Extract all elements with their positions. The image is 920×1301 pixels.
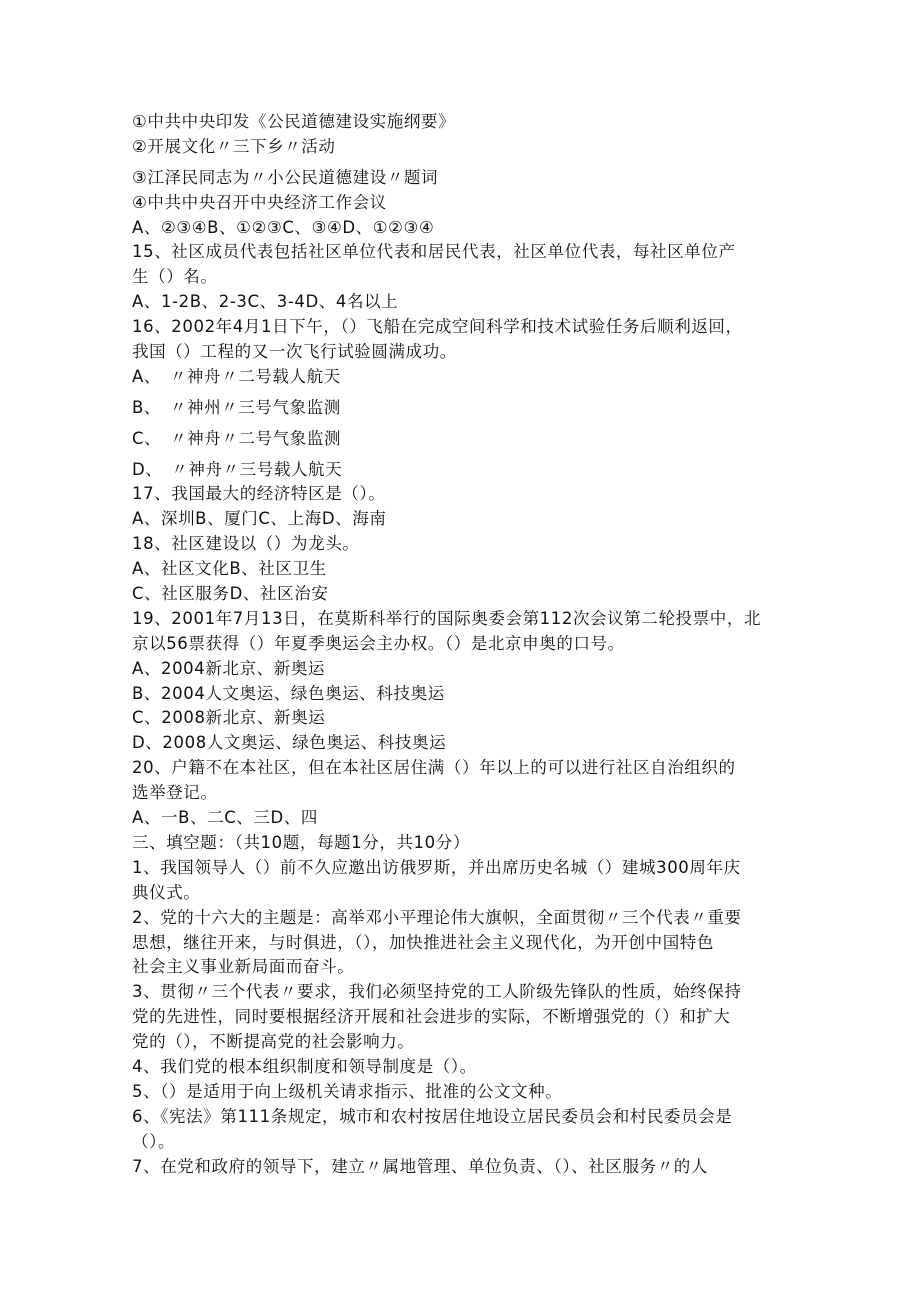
text-line: D、2008人文奥运、绿色奥运、科技奥运 xyxy=(132,733,447,753)
text-line: 社会主义事业新局面而奋斗。 xyxy=(132,957,355,977)
text-line: 思想，继往开来，与时俱进，（），加快推进社会主义现代化，为开创中国特色 xyxy=(132,932,714,952)
text-line: B、2004人文奥运、绿色奥运、科技奥运 xyxy=(132,683,445,703)
text-line: 17、我国最大的经济特区是（）。 xyxy=(132,484,386,504)
text-line: 20、户籍不在本社区，但在本社区居住满（）年以上的可以进行社区自治组织的 xyxy=(132,758,736,778)
text-line: A、深圳B、厦门C、上海D、海南 xyxy=(132,509,387,529)
text-line: 16、2002年4月1日下午，（）飞船在完成空间科学和技术试验任务后顺利返回， xyxy=(132,317,743,337)
text-line: 党的（），不断提高党的社会影响力。 xyxy=(132,1032,415,1052)
text-line: A、②③④B、①②③C、③④D、①②③④ xyxy=(132,217,435,237)
text-line: C、社区服务D、社区治安 xyxy=(132,584,329,604)
text-line: 4、我们党的根本组织制度和领导制度是（）。 xyxy=(132,1056,477,1076)
text-line: 6、《宪法》第111条规定，城市和农村按居住地设立居民委员会和村民委员会是 xyxy=(132,1106,733,1126)
text-line: C、2008新北京、新奥运 xyxy=(132,708,326,728)
text-line: A、一B、二C、三D、四 xyxy=(132,808,319,828)
text-line: 三、填空题：（共10题，每题1分，共10分） xyxy=(132,832,470,852)
text-line: A、 〃神舟〃二号载人航天 xyxy=(132,366,341,386)
text-line: 选举登记。 xyxy=(132,783,218,803)
text-line: ④中共中央召开中央经济工作会议 xyxy=(132,192,387,212)
text-line: 19、2001年7月13日，在莫斯科举行的国际奥委会第112次会议第二轮投票中，北 xyxy=(132,608,762,628)
text-line: 1、我国领导人（）前不久应邀出访俄罗斯，并出席历史名城（）建城300周年庆 xyxy=(132,857,741,877)
text-line: 7、在党和政府的领导下，建立〃属地管理、单位负责、（）、社区服务〃的人 xyxy=(132,1156,708,1176)
text-line: 5、（）是适用于向上级机关请求指示、批准的公文文种。 xyxy=(132,1081,563,1101)
text-line: （）。 xyxy=(132,1131,176,1151)
text-line: 生（）名。 xyxy=(132,267,218,287)
text-line: 3、贯彻〃三个代表〃要求，我们必须坚持党的工人阶级先锋队的性质，始终保持 xyxy=(132,982,742,1002)
text-line: A、2004新北京、新奥运 xyxy=(132,658,326,678)
text-line: ①中共中央印发《公民道德建设实施纲要》 xyxy=(132,112,456,131)
text-line: 2、党的十六大的主题是：高举邓小平理论伟大旗帜，全面贯彻〃三个代表〃重要 xyxy=(132,907,742,927)
text-line: ③江泽民同志为〃小公民道德建设〃题词 xyxy=(132,167,439,187)
text-line: 15、社区成员代表包括社区单位代表和居民代表，社区单位代表，每社区单位产 xyxy=(132,242,736,262)
text-line: 党的先进性，同时要根据经济开展和社会进步的实际，不断增强党的（）和扩大 xyxy=(132,1007,731,1027)
text-line: 我国（）工程的又一次飞行试验圆满成功。 xyxy=(132,342,457,362)
text-line: D、 〃神舟〃三号载人航天 xyxy=(132,459,343,479)
text-line: ②开展文化〃三下乡〃活动 xyxy=(132,136,336,156)
text-line: C、 〃神舟〃二号气象监测 xyxy=(132,428,342,448)
text-line: 京以56票获得（）年夏季奥运会主办权。（）是北京申奥的口号。 xyxy=(132,633,625,653)
text-line: 18、社区建设以（）为龙头。 xyxy=(132,534,360,554)
text-line: A、社区文化B、社区卫生 xyxy=(132,559,327,579)
document-page xyxy=(132,110,792,1179)
text-line: A、1-2B、2-3C、3-4D、4名以上 xyxy=(132,292,399,312)
text-line: 典仪式。 xyxy=(132,882,201,902)
text-line: B、 〃神州〃三号气象监测 xyxy=(132,397,341,417)
